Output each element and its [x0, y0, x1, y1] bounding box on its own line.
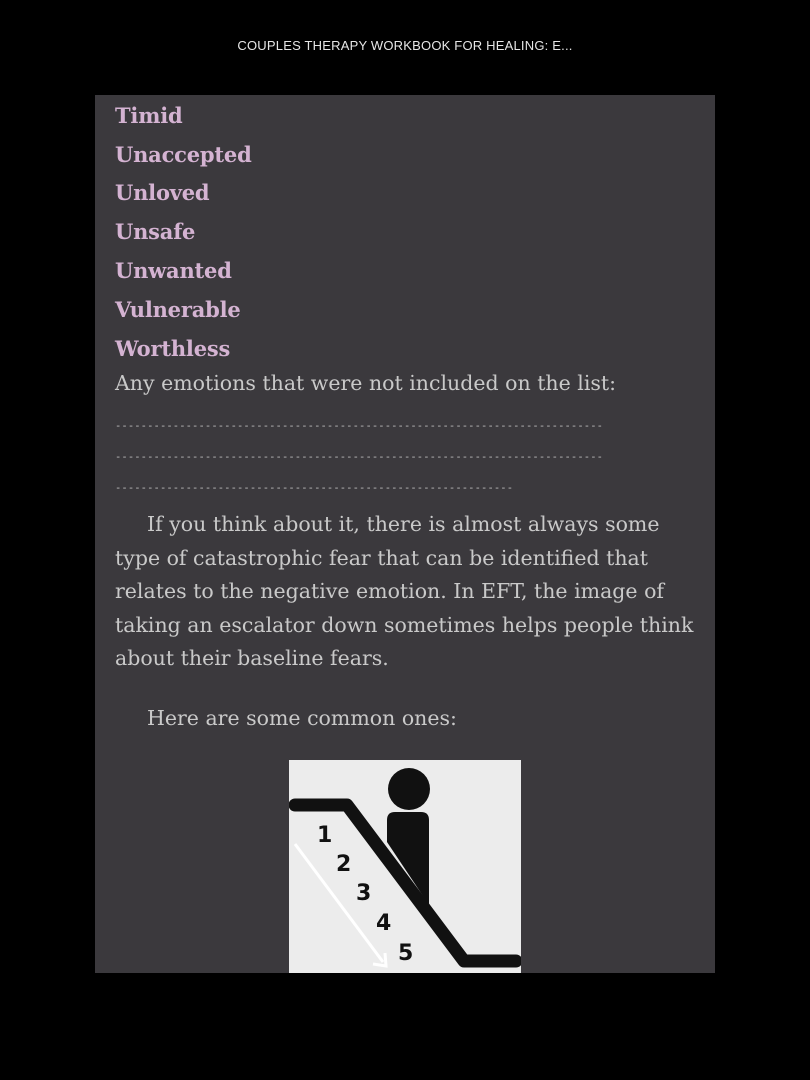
reader-page — [95, 95, 715, 973]
write-in-line: ---------------------------------------------------------------------------- — [115, 451, 604, 463]
write-in-line: -------------------------------------------------------------- — [115, 482, 514, 494]
step-number: 3 — [356, 881, 372, 906]
step-number: 5 — [398, 941, 414, 966]
emotion-item: Unloved — [115, 180, 210, 205]
emotion-item: Vulnerable — [115, 297, 241, 322]
escalator-illustration — [289, 760, 521, 973]
emotions-prompt: Any emotions that were not included on the list: — [115, 371, 617, 395]
step-number: 1 — [317, 823, 333, 848]
step-number: 2 — [336, 852, 352, 877]
emotion-item: Unsafe — [115, 219, 196, 244]
escalator-icon — [289, 760, 521, 973]
common-fears-intro: Here are some common ones: — [147, 706, 457, 730]
emotion-item: Worthless — [115, 336, 231, 361]
book-title: COUPLES THERAPY WORKBOOK FOR HEALING: E... — [237, 38, 573, 53]
emotion-item: Unaccepted — [115, 142, 252, 167]
body-paragraph: If you think about it, there is almost always some type of catastrophic fear that can be identified that relates to the negative emotion. In EFT, the image of taking an escalator down sometimes helps people think about their baseline fears. — [115, 512, 694, 670]
step-number: 4 — [376, 911, 392, 936]
write-in-line: ---------------------------------------------------------------------------- — [115, 420, 604, 432]
emotion-item: Timid — [115, 103, 183, 128]
emotion-item: Unwanted — [115, 258, 232, 283]
